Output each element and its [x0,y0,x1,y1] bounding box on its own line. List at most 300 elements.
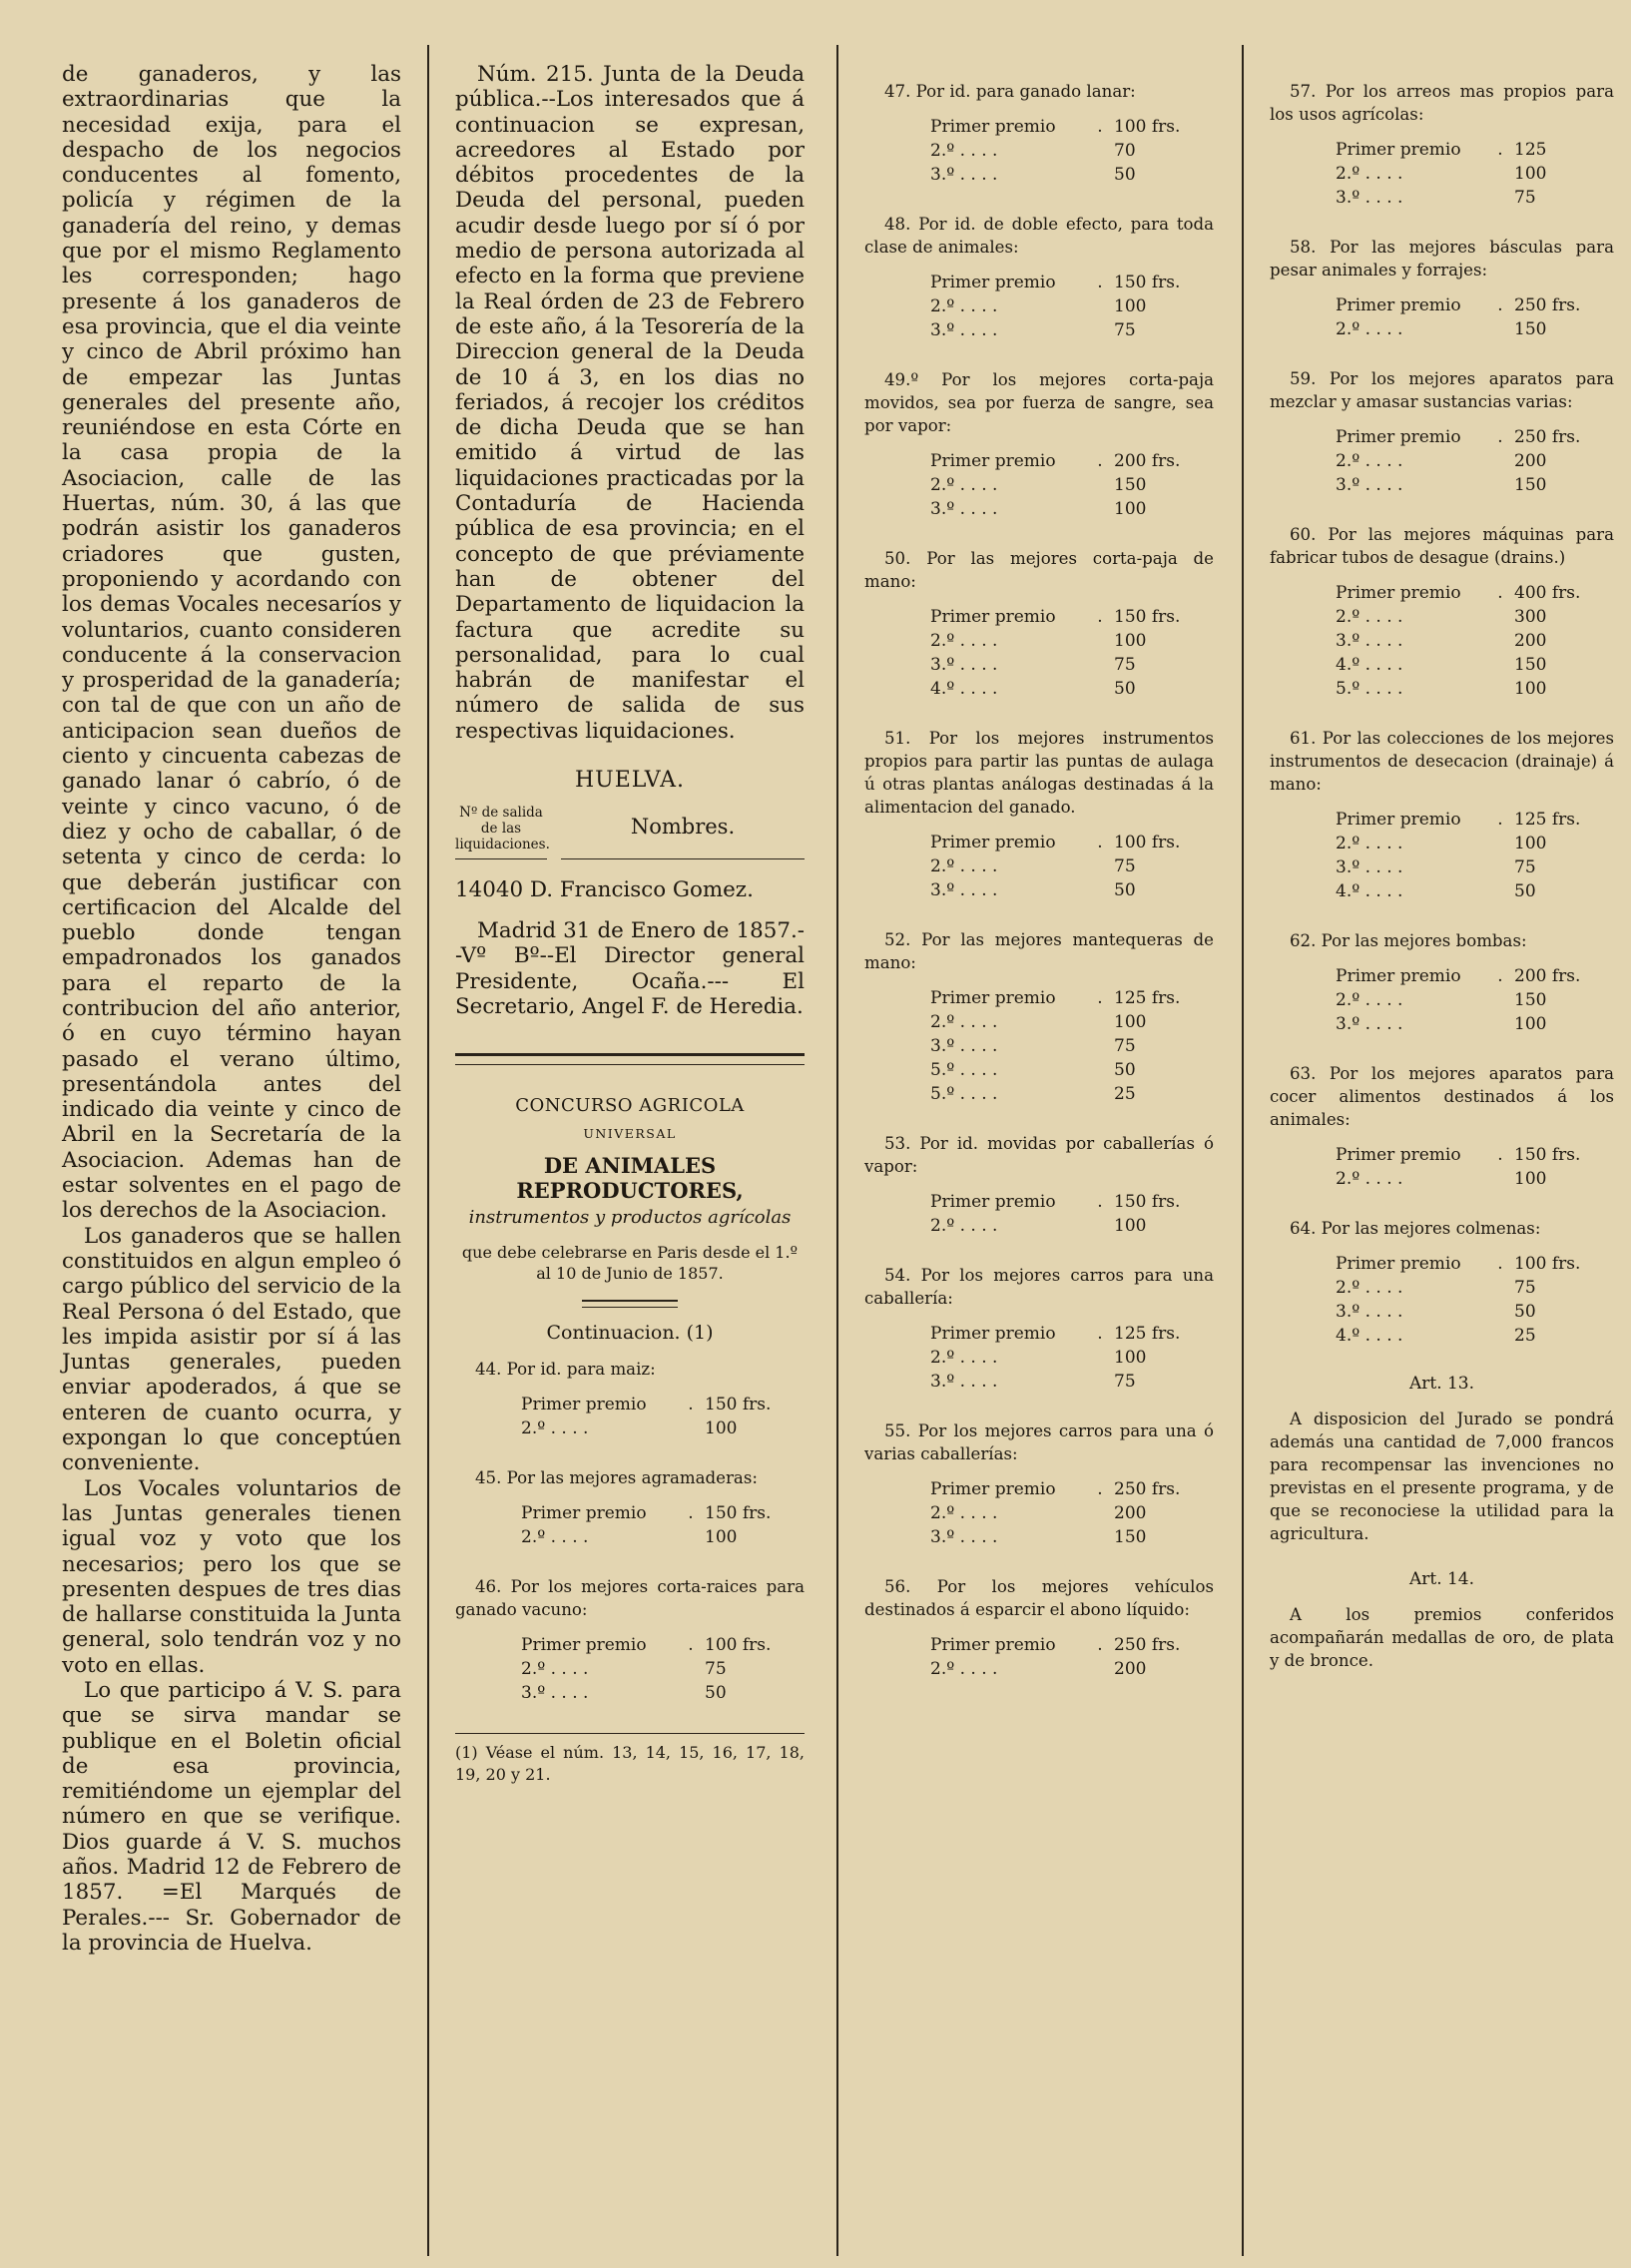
prize-row [1270,988,1614,1012]
prize-row [1270,425,1614,449]
prize-separator [1086,1058,1114,1082]
prize-row [864,163,1214,187]
prize-category: 60. Por las mejores máquinas para fabricar tubos de desague (drains.) [1270,525,1614,567]
column-2 [455,62,805,1786]
prize-separator [1086,318,1114,342]
prize-table [1270,1252,1614,1348]
column-4 [1270,80,1614,1672]
prize-separator [1086,294,1114,318]
prize-amount: 150 [1514,475,1547,495]
prize-rank: 3.º . . . . [1336,1014,1403,1034]
prize-rank: Primer premio [930,451,1056,471]
prize-amount: 100 [1514,1014,1547,1034]
prize-table [455,1393,805,1440]
prize-amount: 50 [1114,165,1136,185]
prize-separator [1486,449,1514,473]
prize-amount: 100 frs. [1114,833,1181,852]
prize-table [864,986,1214,1106]
prize-separator [1086,1346,1114,1370]
prize-rank: Primer premio [930,607,1056,627]
prize-separator: . [1097,988,1103,1008]
prize-table [455,1501,805,1549]
prize-amount: 150 [1514,990,1547,1010]
prize-rank: 3.º . . . . [1336,188,1403,208]
article-14-text: A los premios conferidos acompañarán medallas de oro, de plata y de bronce. [1270,1605,1614,1670]
prize-item [864,213,1214,342]
prize-row [864,986,1214,1010]
prize-amount: 125 frs. [1114,988,1181,1008]
prize-rank: 2.º . . . . [1336,607,1403,627]
prize-row [864,1346,1214,1370]
prize-separator [1486,317,1514,341]
prize-category: 64. Por las mejores colmenas: [1290,1219,1541,1238]
prize-row [1270,473,1614,497]
prize-row [864,271,1214,294]
prize-separator [677,1417,705,1440]
prize-table [864,605,1214,701]
prize-row [864,653,1214,677]
prize-table [864,1322,1214,1394]
prize-rank: 2.º . . . . [1336,1278,1403,1298]
prize-separator: . [1497,140,1503,160]
prize-separator [1086,878,1114,902]
col1-paragraph: Los ganaderos que se hallen constituidos en algun empleo ó cargo público del servicio de la Real Persona ó del Estado, que les impida asistir por sí á las Juntas generales, pueden enviar apoderados, á que se enteren de cuanto ocurra, y expongan lo que conceptúen conveniente. [62,1223,401,1476]
prize-row [1270,879,1614,903]
prize-amount: 200 frs. [1514,966,1581,986]
prize-row [864,1034,1214,1058]
prize-rank: 5.º . . . . [930,1084,998,1104]
liquidation-entry [455,877,805,902]
prize-separator [1486,473,1514,497]
prize-amount: 75 [1514,188,1536,208]
prize-row [864,1477,1214,1501]
prize-row [1270,1252,1614,1276]
prize-table [864,831,1214,902]
prize-row [1270,581,1614,605]
article-14-title: Art. 14. [1408,1569,1475,1589]
prize-separator [1086,473,1114,497]
prize-category: 47. Por id. para ganado lanar: [884,82,1136,101]
prize-separator [1486,162,1514,186]
prize-rank: 2.º . . . . [930,1012,998,1032]
prize-rank: 5.º . . . . [930,1060,998,1080]
prize-amount: 150 frs. [705,1395,772,1416]
prize-rank: 2.º . . . . [1336,164,1403,184]
debt-notice: Núm. 215. Junta de la Deuda pública.--Los interesados que á continuacion se expresan, acreedores al Estado por débitos procedentes de la Deuda del personal, pueden acudir desde luego por sí ó por medio de persona autorizada al efecto en la forma que previene la Real órden de 23 de Febrero de este año, á la Tesorería de la Direccion general de la Deuda de 10 á 3, en los dias no feriados, á recojer los créditos de dicha Deuda que se han emitido á virtud de las liquidaciones practicadas por la Contaduría de Hacienda pública de esa provincia; en el concepto de que préviamente han de obtener del Departamento de liquidacion la factura que acredite su personalidad, para lo cual habrán de manifestar el número de salida de sus respectivas liquidaciones. [455,62,805,744]
prize-separator [1086,653,1114,677]
prize-amount: 125 frs. [1114,1324,1181,1344]
prize-row [1270,1143,1614,1167]
prize-table [455,1633,805,1705]
prize-row [1270,653,1614,677]
prize-separator [1086,854,1114,878]
prize-item [864,80,1214,187]
prize-rank: 3.º . . . . [1336,857,1403,877]
prize-row [1270,293,1614,317]
prize-amount: 150 frs. [705,1503,772,1524]
prize-item [1270,1217,1614,1348]
prize-row [864,139,1214,163]
col1-paragraph: Los Vocales voluntarios de las Juntas generales tienen igual voz y voto que los necesarios; pero los que se presenten despues de tres dias de hallarse constituida la Junta general, solo tendrán voz y no voto en ellas. [62,1475,401,1678]
prize-rank: Primer premio [1336,427,1461,447]
prize-row [455,1393,805,1417]
prize-separator [1086,1082,1114,1106]
prize-item [1270,80,1614,210]
prize-amount: 150 frs. [1514,1145,1581,1165]
prize-separator [1486,1276,1514,1300]
prize-rank: 3.º . . . . [930,655,998,675]
prize-rank: Primer premio [1336,1254,1461,1274]
prize-rank: 2.º . . . . [930,1503,998,1523]
prize-amount: 150 [1514,319,1547,339]
footnote-rule [455,1733,805,1734]
prize-separator [1086,1525,1114,1549]
prize-row [864,1214,1214,1238]
prize-table [1270,1143,1614,1191]
prize-item [1270,523,1614,701]
article-13-title: Art. 13. [1408,1374,1475,1394]
prize-separator: . [1097,607,1103,627]
prize-rank: 2.º . . . . [521,1418,589,1439]
column-rule-3 [1242,45,1244,2256]
prize-amount: 100 frs. [705,1635,772,1656]
prize-amount: 75 [1114,320,1136,340]
prize-rank: Primer premio [1336,295,1461,315]
prize-table [864,115,1214,187]
prize-row [1270,1167,1614,1191]
prize-table [1270,581,1614,701]
prize-row [1270,1276,1614,1300]
prize-separator [1486,1324,1514,1348]
contest-subtitle: UNIVERSAL [583,1126,677,1142]
prize-item [455,1466,805,1549]
prize-rank: 3.º . . . . [930,880,998,900]
prize-amount: 150 [1114,475,1147,495]
prize-table [1270,293,1614,341]
prize-separator [1486,1300,1514,1324]
prize-row [455,1681,805,1705]
prize-row [864,1525,1214,1549]
prize-item [1270,236,1614,341]
prize-rank: 4.º . . . . [1336,881,1403,901]
prize-category: 57. Por los arreos mas propios para los usos agrícolas: [1270,82,1614,124]
prize-amount: 200 frs. [1114,451,1181,471]
prize-separator [1086,1501,1114,1525]
prize-table [864,1190,1214,1238]
prize-row [455,1501,805,1525]
prize-separator: . [1097,1192,1103,1212]
prize-separator [1086,677,1114,701]
prize-rank: 2.º . . . . [1336,1169,1403,1189]
prize-rank: 3.º . . . . [930,499,998,519]
prize-amount: 100 [705,1527,738,1548]
prize-item [864,368,1214,521]
prize-category: 46. Por los mejores corta-raices para ganado vacuno: [455,1577,805,1620]
prize-row [864,497,1214,521]
prize-item [1270,929,1614,1036]
prize-row [864,294,1214,318]
prize-row [1270,138,1614,162]
prize-rank: 2.º . . . . [521,1659,589,1680]
prize-separator [677,1681,705,1705]
prize-separator [1486,855,1514,879]
prize-amount: 100 [1114,1012,1147,1032]
prize-amount: 50 [1514,1302,1536,1322]
prize-item [864,1419,1214,1549]
prize-rank: 3.º . . . . [1336,1302,1403,1322]
contest-tagline: instrumentos y productos agrícolas [468,1207,792,1229]
prize-amount: 50 [1514,881,1536,901]
contest-dates: que debe celebrarse en Paris desde el 1.º al 10 de Junio de 1857. [461,1243,799,1284]
prize-row [1270,449,1614,473]
prize-table [864,1477,1214,1549]
prize-rank: Primer premio [930,1635,1056,1655]
prize-amount: 200 [1114,1659,1147,1679]
prize-item [455,1575,805,1705]
contest-heading: DE ANIMALES REPRODUCTORES, [516,1153,744,1204]
prize-rank: 2.º . . . . [1336,990,1403,1010]
prize-rank: 2.º . . . . [930,631,998,651]
prize-row [1270,677,1614,701]
prize-row [864,1633,1214,1657]
prize-rank: Primer premio [930,1192,1056,1212]
prize-amount: 100 [1114,631,1147,651]
prize-table [1270,808,1614,903]
prize-list-col2 [455,1358,805,1705]
prize-category: 62. Por las mejores bombas: [1290,931,1527,950]
prize-separator: . [1497,1145,1503,1165]
prize-amount: 100 [1114,499,1147,519]
prize-amount: 50 [1114,1060,1136,1080]
prize-separator: . [688,1635,694,1656]
prize-separator [1086,1657,1114,1681]
prize-row [864,1010,1214,1034]
prize-category: 51. Por los mejores instrumentos propios para partir las puntas de aulaga ú otras plantas análogas destinadas á la alimentacion del ganado. [864,729,1214,817]
prize-separator: . [1497,966,1503,986]
prize-rank: Primer premio [930,1324,1056,1344]
col1-paragraph: Lo que participo á V. S. para que se sirva mandar se publique en el Boletin oficial de esa provincia, remitiéndome un ejemplar del número en que se verifique. Dios guarde á V. S. muchos años. Madrid 12 de Febrero de 1857. =El Marqués de Perales.--- Sr. Gobernador de la provincia de Huelva. [62,1678,401,1956]
prize-rank: Primer premio [1336,583,1461,603]
prize-amount: 75 [1114,856,1136,876]
prize-amount: 75 [705,1659,727,1680]
prize-row [864,473,1214,497]
prize-rank: Primer premio [930,1479,1056,1499]
prize-amount: 400 frs. [1514,583,1581,603]
prize-table [864,1633,1214,1681]
prize-row [864,1322,1214,1346]
prize-rank: 2.º . . . . [1336,319,1403,339]
prize-row [864,115,1214,139]
prize-row [864,854,1214,878]
prize-item [455,1358,805,1440]
prize-amount: 100 [705,1418,738,1439]
prize-item [864,1132,1214,1238]
prize-amount: 100 [1514,679,1547,699]
prize-item [1270,1062,1614,1191]
prize-amount: 70 [1114,141,1136,161]
prize-category: 49.º Por los mejores corta-paja movidos, sea por fuerza de sangre, sea por vapor: [864,370,1214,435]
prize-item [1270,367,1614,497]
prize-separator [1486,653,1514,677]
prize-amount: 100 [1114,296,1147,316]
prize-rank: 2.º . . . . [930,475,998,495]
prize-amount: 150 frs. [1114,1192,1181,1212]
prize-rank: 3.º . . . . [1336,475,1403,495]
prize-amount: 100 [1514,1169,1547,1189]
prize-separator [1086,497,1114,521]
prize-separator: . [688,1395,694,1416]
prize-rank: 3.º . . . . [930,1527,998,1547]
prize-rank: Primer premio [930,833,1056,852]
prize-rank: Primer premio [1336,140,1461,160]
prize-separator [1486,629,1514,653]
prize-rank: Primer premio [521,1395,647,1416]
contest-title: CONCURSO AGRICOLA [515,1095,745,1117]
prize-separator [1486,605,1514,629]
prize-amount: 75 [1114,1372,1136,1392]
prize-separator [1486,186,1514,210]
prize-row [864,449,1214,473]
prize-amount: 75 [1114,655,1136,675]
prize-separator [1086,1214,1114,1238]
prize-separator: . [1097,1479,1103,1499]
prize-amount: 100 [1514,834,1547,853]
prize-rank: Primer premio [1336,810,1461,830]
prize-row [1270,808,1614,832]
prize-row [1270,964,1614,988]
prize-amount: 75 [1514,857,1536,877]
prize-row [455,1525,805,1549]
prize-row [455,1417,805,1440]
prize-separator: . [1497,810,1503,830]
prize-amount: 125 frs. [1514,810,1581,830]
prize-amount: 50 [705,1683,727,1704]
prize-row [864,1190,1214,1214]
prize-row [864,1657,1214,1681]
prize-rank: 2.º . . . . [930,1348,998,1368]
prize-list-col3 [864,80,1214,1681]
footnote: (1) Véase el núm. 13, 14, 15, 16, 17, 18, 19, 20 y 21. [455,1743,805,1785]
liquidation-table-header [455,805,805,859]
prize-table [1270,138,1614,210]
prize-rank: 2.º . . . . [930,1659,998,1679]
prize-separator: . [1497,295,1503,315]
prize-amount: 75 [1514,1278,1536,1298]
prize-rank: 2.º . . . . [1336,451,1403,471]
prize-item [864,547,1214,701]
continuation-heading: Continuacion. (1) [546,1322,714,1345]
prize-rank: 3.º . . . . [930,165,998,185]
prize-rank: Primer premio [930,117,1056,137]
prize-rank: Primer premio [930,988,1056,1008]
prize-amount: 150 frs. [1114,273,1181,292]
prize-row [864,1501,1214,1525]
column-1 [62,62,401,1956]
prize-row [864,677,1214,701]
prize-item [1270,727,1614,903]
prize-category: 55. Por los mejores carros para una ó varias caballerías: [864,1421,1214,1463]
prize-category: 52. Por las mejores mantequeras de mano: [864,930,1214,972]
prize-rank: 4.º . . . . [930,679,998,699]
prize-separator: . [1097,117,1103,137]
prize-rank: 2.º . . . . [930,856,998,876]
prize-amount: 150 [1514,655,1547,675]
prize-row [1270,629,1614,653]
prize-item [864,1264,1214,1394]
prize-category: 50. Por las mejores corta-paja de mano: [864,549,1214,591]
prize-amount: 25 [1114,1084,1136,1104]
prize-category: 54. Por los mejores carros para una caballería: [864,1266,1214,1308]
prize-separator [1486,832,1514,855]
prize-amount: 50 [1114,880,1136,900]
signature-block: Madrid 31 de Enero de 1857.--Vº Bº--El Director general Presidente, Ocaña.--- El Secretario, Angel F. de Heredia. [455,918,805,1019]
liquidation-number-header: Nº de salida de las liquidaciones. [455,805,547,859]
prize-rank: 5.º . . . . [1336,679,1403,699]
prize-row [1270,317,1614,341]
prize-rank: Primer premio [521,1635,647,1656]
entry-number: 14040 [455,877,524,903]
prize-separator [1086,1010,1114,1034]
prize-amount: 300 [1514,607,1547,627]
prize-separator [1486,1012,1514,1036]
prize-separator [677,1525,705,1549]
prize-row [864,1082,1214,1106]
prize-separator [1486,1167,1514,1191]
prize-category: 59. Por los mejores aparatos para mezclar y amasar sustancias varias: [1270,369,1614,411]
prize-row [864,878,1214,902]
prize-row [1270,605,1614,629]
prize-row [1270,855,1614,879]
prize-list-col4 [1270,80,1614,1348]
prize-rank: 2.º . . . . [1336,834,1403,853]
prize-table [864,271,1214,342]
prize-row [1270,186,1614,210]
prize-rank: 4.º . . . . [1336,655,1403,675]
prize-amount: 250 frs. [1514,295,1581,315]
prize-row [864,318,1214,342]
entry-name: D. Francisco Gomez. [529,877,754,903]
prize-rank: 3.º . . . . [930,320,998,340]
prize-category: 56. Por los mejores vehículos destinados á esparcir el abono líquido: [864,1577,1214,1619]
prize-rank: 2.º . . . . [930,1216,998,1236]
prize-separator: . [1097,273,1103,292]
prize-category: 48. Por id. de doble efecto, para toda clase de animales: [864,215,1214,257]
prize-amount: 100 frs. [1114,117,1181,137]
column-rule-2 [836,45,838,2256]
prize-separator: . [1497,427,1503,447]
prize-separator [1086,1370,1114,1394]
prize-category: 61. Por las colecciones de los mejores instrumentos de desecacion (drainaje) á mano: [1270,729,1614,794]
prize-amount: 250 frs. [1514,427,1581,447]
prize-row [455,1633,805,1657]
prize-category: 53. Por id. movidas por caballerías ó vapor: [864,1134,1214,1176]
column-3 [864,80,1214,1707]
prize-amount: 125 [1514,140,1547,160]
prize-table [1270,425,1614,497]
prize-category: 63. Por los mejores aparatos para cocer alimentos destinados á los animales: [1270,1064,1614,1129]
prize-separator: . [1097,1324,1103,1344]
prize-row [1270,162,1614,186]
prize-row [1270,1324,1614,1348]
prize-rank: Primer premio [1336,966,1461,986]
prize-separator: . [1097,1635,1103,1655]
prize-amount: 75 [1114,1036,1136,1056]
prize-amount: 100 [1514,164,1547,184]
prize-separator [1486,988,1514,1012]
prize-rank: 3.º . . . . [930,1372,998,1392]
prize-row [864,1370,1214,1394]
prize-separator: . [1097,833,1103,852]
